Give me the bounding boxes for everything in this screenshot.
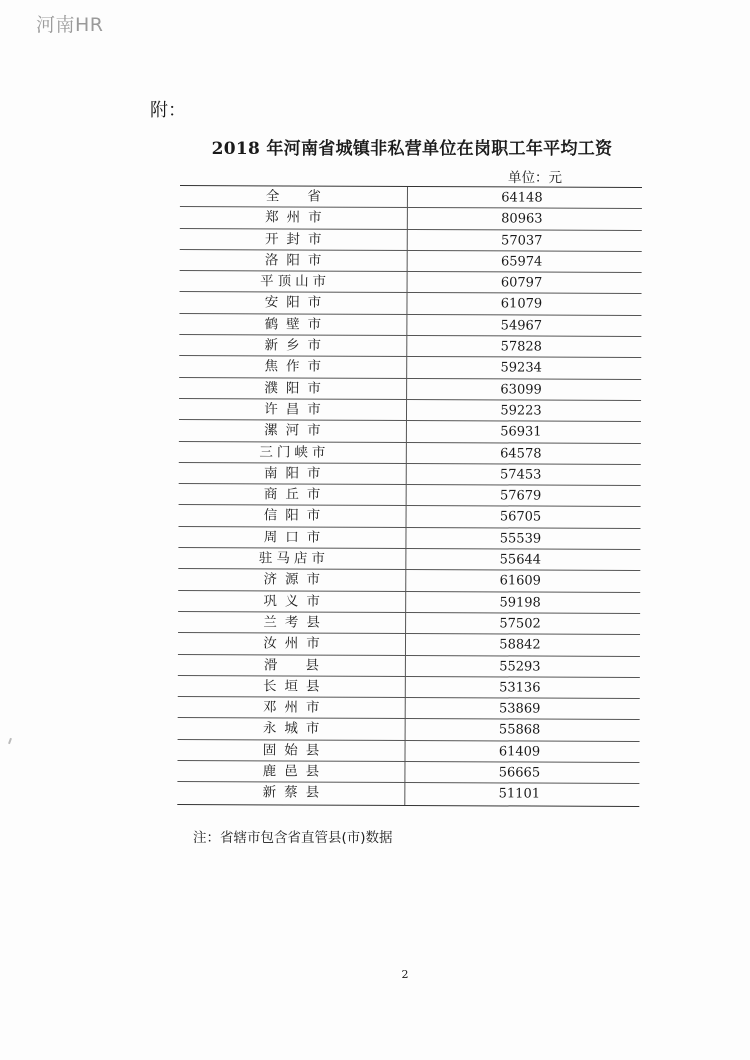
region-name-cell: 鹤壁市 [179, 314, 407, 335]
region-name-cell: 长垣县 [178, 676, 406, 697]
wage-value-cell: 55868 [498, 722, 541, 738]
table-row [179, 442, 641, 465]
wage-value-cell: 59223 [500, 403, 542, 419]
table-row [178, 527, 640, 550]
table-row [178, 612, 640, 635]
region-name-cell: 鹿邑县 [177, 761, 405, 782]
appendix-label: 附： [150, 100, 186, 121]
table-row [178, 655, 640, 678]
wage-value-cell: 61609 [499, 573, 541, 589]
wage-value-cell: 53136 [499, 680, 541, 696]
wage-value-cell: 55293 [499, 658, 541, 675]
table-row [179, 314, 641, 337]
wage-value-cell: 64578 [500, 445, 542, 462]
region-name-cell: 固始县 [177, 740, 405, 761]
wage-value-cell: 65974 [500, 254, 543, 270]
wage-value-cell: 56931 [500, 424, 542, 440]
region-name-cell: 汝州市 [178, 633, 406, 654]
table-row [180, 207, 642, 230]
wage-value-cell: 57037 [501, 232, 543, 249]
scan-speck [8, 738, 12, 744]
table-row [178, 697, 640, 720]
wage-value-cell: 55644 [499, 552, 542, 568]
table-row [178, 633, 640, 656]
table-row [179, 399, 641, 422]
wage-value-cell: 59198 [499, 595, 541, 611]
region-name-cell: 开封市 [180, 229, 408, 250]
region-name-cell: 安阳市 [179, 292, 407, 313]
wage-value-cell: 55539 [499, 531, 542, 547]
region-name-cell: 南阳市 [179, 463, 407, 484]
wage-value-cell: 61409 [498, 744, 541, 760]
region-name-cell: 全省 [180, 186, 408, 207]
region-name-cell: 平顶山市 [180, 271, 408, 292]
region-name-cell: 周口市 [178, 527, 406, 548]
table-row [177, 761, 639, 784]
region-name-cell: 驻马店市 [178, 548, 406, 569]
table-row [177, 782, 639, 805]
wage-value-cell: 57679 [499, 488, 542, 504]
wage-value-cell: 64148 [501, 190, 543, 206]
table-row [177, 740, 639, 763]
wage-value-cell: 60797 [500, 275, 543, 291]
wage-value-cell: 61079 [500, 296, 543, 313]
region-name-cell: 濮阳市 [179, 378, 407, 399]
region-name-cell: 郑州市 [180, 207, 408, 228]
region-name-cell: 焦作市 [179, 356, 407, 377]
watermark-text: 河南HR [36, 14, 104, 36]
wage-value-cell: 80963 [501, 211, 543, 227]
wage-value-cell: 57453 [500, 467, 542, 483]
region-name-cell: 三门峡市 [179, 442, 407, 463]
region-name-cell: 许昌市 [179, 399, 407, 420]
table-row [179, 356, 641, 379]
table-row [180, 250, 642, 273]
region-name-cell: 商丘市 [179, 484, 407, 505]
table-row [179, 420, 641, 443]
wage-table [177, 185, 642, 807]
wage-value-cell: 63099 [500, 382, 542, 398]
table-row [178, 569, 640, 592]
footnote: 注：省辖市包含省直管县(市)数据 [193, 830, 393, 846]
table-row [178, 718, 640, 741]
wage-value-cell: 58842 [499, 637, 541, 653]
wage-value-cell: 56705 [499, 509, 542, 526]
wage-value-cell: 57502 [499, 616, 541, 632]
table-row [180, 186, 642, 209]
region-name-cell: 新乡市 [179, 335, 407, 356]
wage-value-cell: 53869 [498, 701, 541, 717]
region-name-cell: 洛阳市 [180, 250, 408, 271]
region-name-cell: 信阳市 [179, 505, 407, 526]
region-name-cell: 济源市 [178, 569, 406, 590]
table-row [178, 591, 640, 614]
table-row [179, 463, 641, 486]
wage-value-cell: 59234 [500, 360, 542, 376]
table-row [178, 676, 640, 699]
region-name-cell: 巩义市 [178, 591, 406, 612]
table-row [180, 271, 642, 294]
region-name-cell: 新蔡县 [177, 782, 405, 804]
table-row [179, 505, 641, 528]
document-title: 2018 年河南省城镇非私营单位在岗职工年平均工资 [211, 139, 613, 159]
table-row [178, 548, 640, 571]
wage-value-cell: 56665 [498, 765, 541, 781]
page-number: 2 [401, 968, 409, 981]
region-name-cell: 漯河市 [179, 420, 407, 441]
table-row [179, 378, 641, 401]
table-row [179, 335, 641, 358]
table-row [179, 292, 641, 315]
region-name-cell: 滑县 [178, 655, 406, 676]
unit-label: 单位：元 [508, 170, 562, 186]
wage-value-cell: 54967 [500, 318, 543, 334]
region-name-cell: 邓州市 [178, 697, 406, 718]
table-row [179, 484, 641, 507]
table-row [180, 229, 642, 252]
wage-value-cell: 57828 [500, 339, 543, 355]
region-name-cell: 兰考县 [178, 612, 406, 633]
region-name-cell: 永城市 [178, 718, 406, 739]
wage-value-cell: 51101 [498, 786, 541, 802]
